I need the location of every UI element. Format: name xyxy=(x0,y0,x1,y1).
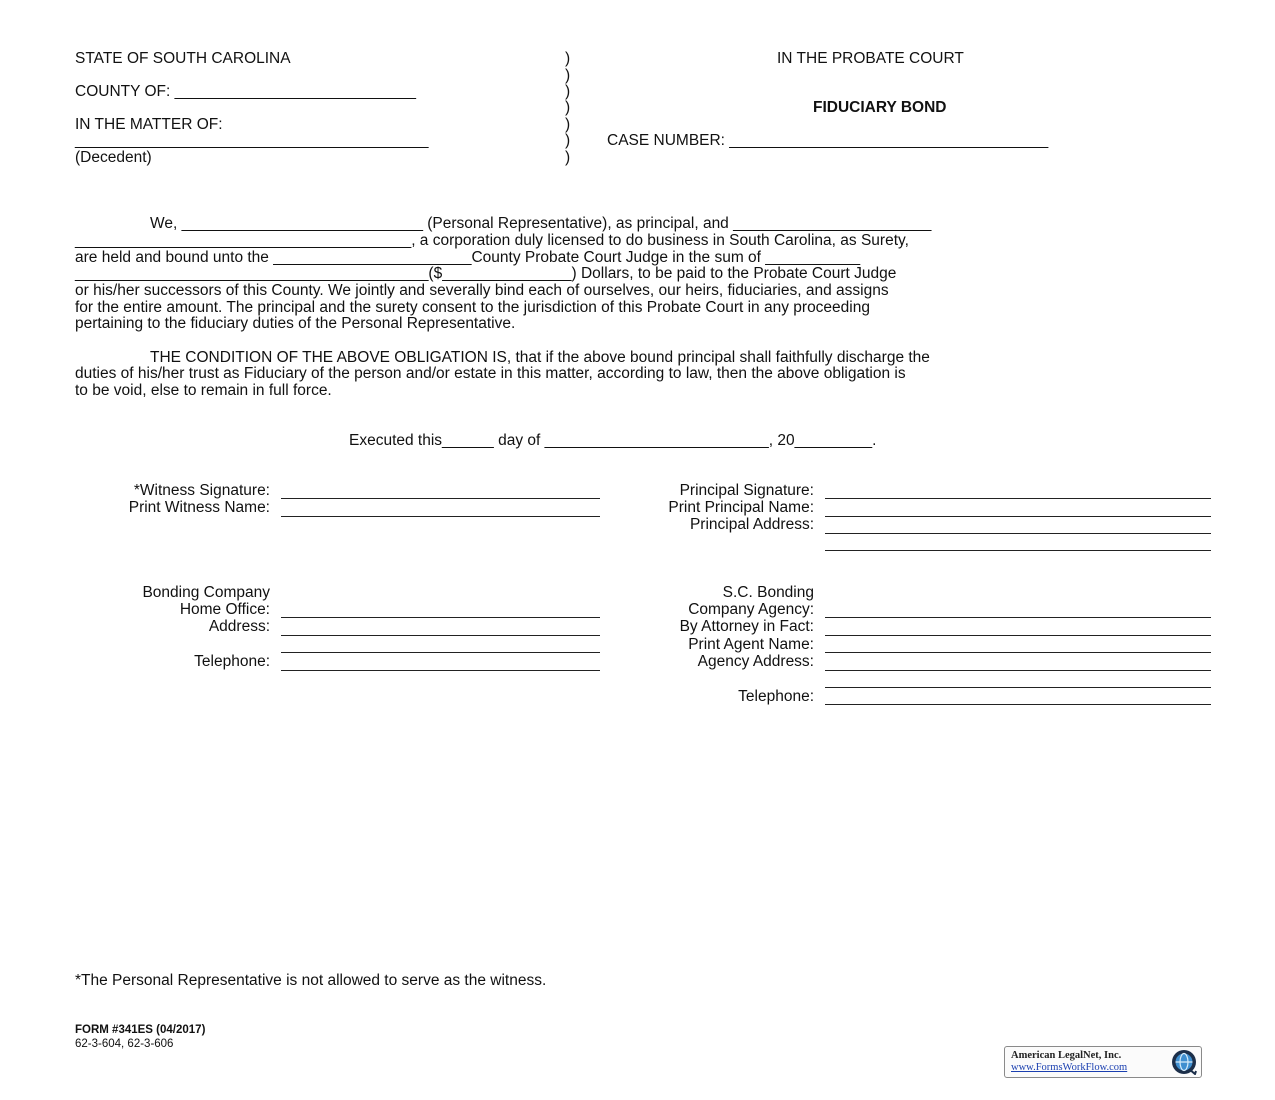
company-agency-label: Company Agency: xyxy=(688,601,814,618)
paren: ) xyxy=(565,99,571,116)
bond-paragraph-line: for the entire amount. The principal and the surety consent to the jurisdiction of this Probate Court in any proceeding xyxy=(75,299,870,316)
principal-address-label: Principal Address: xyxy=(689,516,814,533)
print-witness-name-label: Print Witness Name: xyxy=(128,499,270,516)
condition-paragraph-line: duties of his/her trust as Fiduciary of the person and/or estate in this matter, according to law, then the above obligation is xyxy=(75,365,906,382)
principal-address-line-2[interactable] xyxy=(825,550,1211,551)
bond-paragraph-line: _______________________________________, a corporation duly licensed to do business in South Carolina, as Surety, xyxy=(75,232,909,249)
home-office-label: Home Office: xyxy=(179,601,270,618)
bond-paragraph-line: or his/her successors of this County. We jointly and severally bind each of ourselves, our heirs, fiduciaries, and assigns xyxy=(75,282,889,299)
logo-url-link[interactable]: www.FormsWorkFlow.com xyxy=(1011,1062,1128,1073)
attorney-in-fact-line[interactable] xyxy=(825,635,1211,636)
statute-reference: 62-3-604, 62-3-606 xyxy=(75,1038,174,1050)
address-line-2[interactable] xyxy=(281,652,600,653)
bond-paragraph-line: pertaining to the fiduciary duties of the Personal Representative. xyxy=(75,315,516,332)
paren: ) xyxy=(565,132,571,149)
court-heading: IN THE PROBATE COURT xyxy=(777,50,964,67)
print-principal-name-line[interactable] xyxy=(825,516,1211,517)
company-agency-line[interactable] xyxy=(825,617,1211,618)
bond-paragraph-line: _________________________________________($_______________) Dollars, to be paid to the Probate Court Judge xyxy=(75,265,897,282)
principal-signature-label: Principal Signature: xyxy=(679,482,814,499)
principal-address-line[interactable] xyxy=(825,533,1211,534)
paren: ) xyxy=(565,116,571,133)
witness-signature-label: *Witness Signature: xyxy=(133,482,270,499)
paren: ) xyxy=(565,50,571,67)
executed-date-line[interactable]: Executed this______ day of __________________________, 20_________. xyxy=(349,432,877,449)
bond-paragraph-line: We, ____________________________ (Personal Representative), as principal, and _______________________ xyxy=(150,215,932,232)
print-agent-name-line[interactable] xyxy=(825,652,1211,653)
paren: ) xyxy=(565,149,571,166)
state-label: STATE OF SOUTH CAROLINA xyxy=(75,50,291,67)
bonding-company-label: Bonding Company xyxy=(142,584,270,601)
form-title: FIDUCIARY BOND xyxy=(813,99,947,116)
logo-company-name: American LegalNet, Inc. xyxy=(1011,1050,1122,1061)
agency-address-label: Agency Address: xyxy=(697,653,814,670)
condition-paragraph-line: THE CONDITION OF THE ABOVE OBLIGATION IS, that if the above bound principal shall faithfully discharge the xyxy=(150,349,930,366)
form-number: FORM #341ES (04/2017) xyxy=(75,1024,206,1036)
principal-signature-line[interactable] xyxy=(825,498,1211,499)
witness-signature-line[interactable] xyxy=(281,498,600,499)
address-label: Address: xyxy=(208,618,270,635)
home-office-line[interactable] xyxy=(281,617,600,618)
print-principal-name-label: Print Principal Name: xyxy=(668,499,814,516)
telephone-line[interactable] xyxy=(281,670,600,671)
print-agent-name-label: Print Agent Name: xyxy=(688,636,814,653)
agency-telephone-line[interactable] xyxy=(825,704,1211,705)
matter-name-field[interactable]: _________________________________________ xyxy=(75,132,429,149)
condition-paragraph-line: to be void, else to remain in full force. xyxy=(75,382,332,399)
globe-icon xyxy=(1171,1049,1197,1075)
witness-note: *The Personal Representative is not allowed to serve as the witness. xyxy=(75,972,547,989)
telephone-label: Telephone: xyxy=(194,653,270,670)
american-legalnet-logo[interactable] xyxy=(1004,1046,1202,1078)
address-line[interactable] xyxy=(281,635,600,636)
county-field[interactable]: COUNTY OF: ____________________________ xyxy=(75,83,416,100)
matter-label: IN THE MATTER OF: xyxy=(75,116,223,133)
print-witness-name-line[interactable] xyxy=(281,516,600,517)
bond-paragraph-line: are held and bound unto the _______________________County Probate Court Judge in the sum of ___________ xyxy=(75,249,861,266)
paren: ) xyxy=(565,83,571,100)
paren: ) xyxy=(565,67,571,84)
agency-address-line-2[interactable] xyxy=(825,687,1211,688)
sc-bonding-label: S.C. Bonding xyxy=(722,584,814,601)
agency-address-line[interactable] xyxy=(825,670,1211,671)
agency-telephone-label: Telephone: xyxy=(738,688,814,705)
attorney-in-fact-label: By Attorney in Fact: xyxy=(679,618,814,635)
decedent-label: (Decedent) xyxy=(75,149,152,166)
case-number-field[interactable]: CASE NUMBER: _____________________________________ xyxy=(607,132,1049,149)
